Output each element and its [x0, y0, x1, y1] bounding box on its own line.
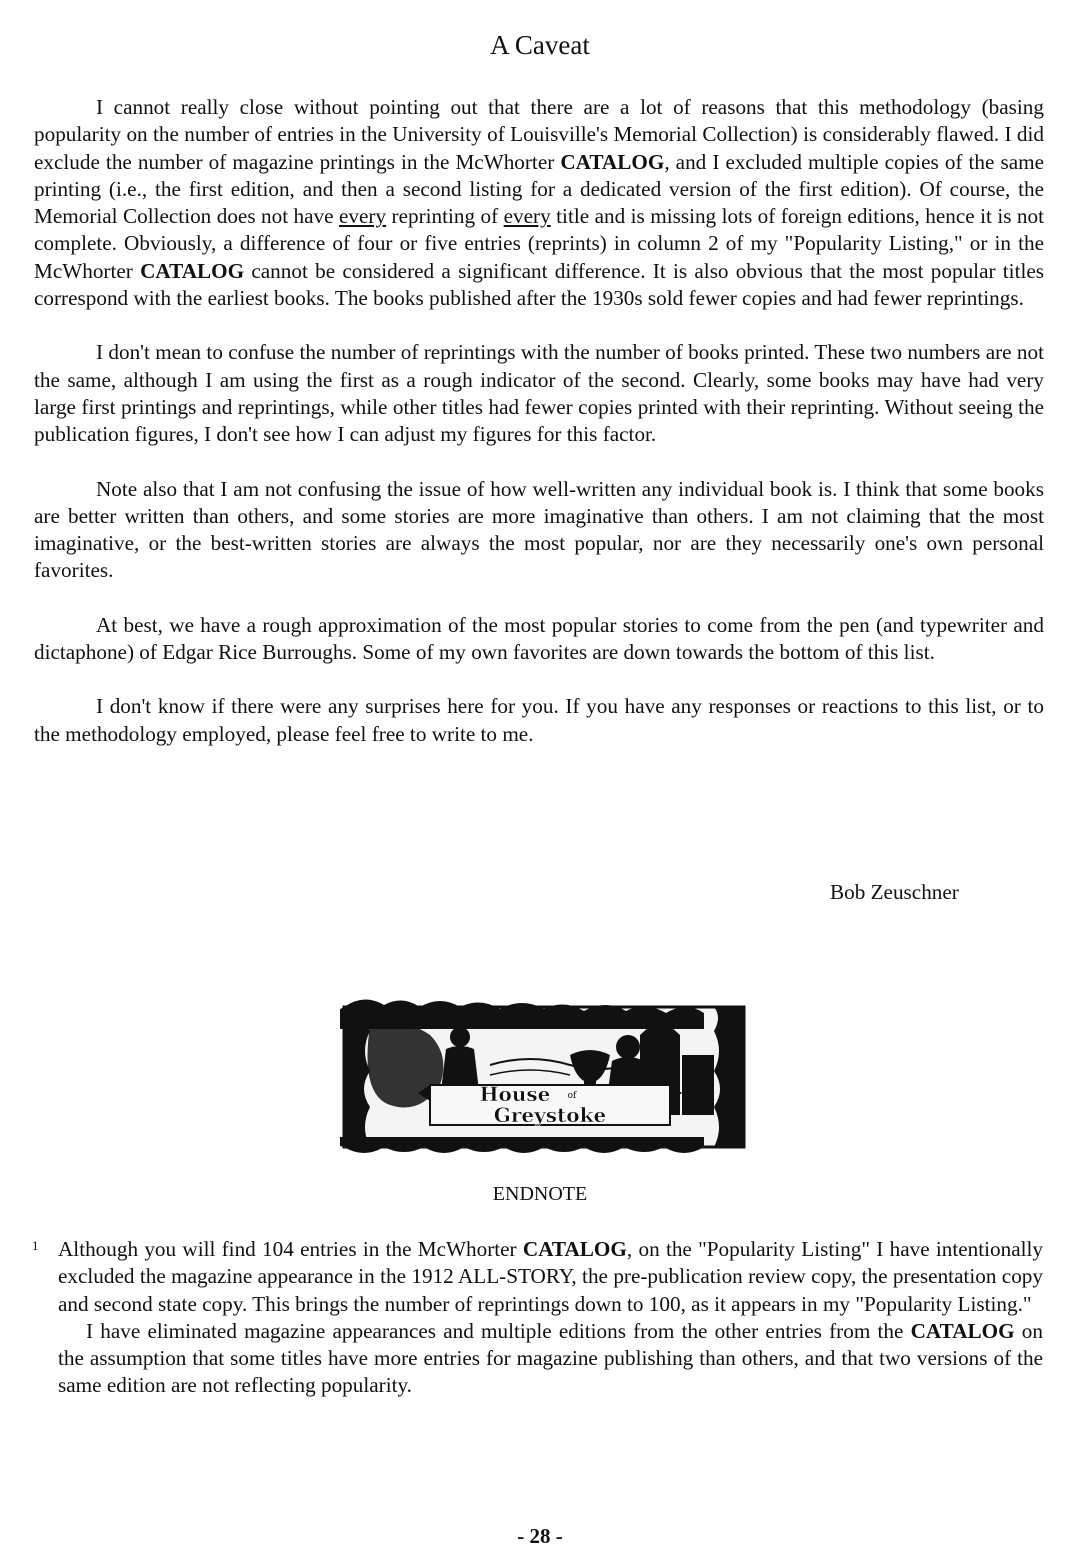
endnote-paragraph-1	[58, 1236, 1043, 1318]
paragraph-1-text-a: I cannot really close without pointing out that there are a lot of reasons that this methodology (basing popularity on the number of entries in the University of Louisville's Memorial Collection) is considerably flawed. I did exclude the number of magazine printings in the McWhorter	[34, 95, 1044, 174]
house-of-greystoke-logo	[340, 995, 750, 1155]
endnote-p2-text-a: I have eliminated magazine appearances and multiple editions from the other entries from the	[86, 1318, 911, 1343]
logo-line-2: of	[567, 1091, 577, 1101]
endnote-body	[58, 1236, 1043, 1400]
endnote-p1-text-a: Although you will find 104 entries in the McWhorter	[58, 1237, 523, 1261]
logo-line-1: House	[479, 1082, 551, 1106]
catalog-term: CATALOG	[910, 1318, 1015, 1343]
catalog-term: CATALOG	[140, 258, 245, 283]
paragraph-1	[34, 94, 1044, 312]
paragraph-1-text-d: title and is missing lots of foreign editions, hence it is not complete. Obviously, a difference of four or five entries (reprints) in column 2 of my "Popularity Listing," or in the McWhorter	[34, 204, 1045, 283]
endnote-paragraph-2	[58, 1318, 1043, 1400]
paragraph-5: I don't know if there were any surprises here for you. If you have any responses or reactions to this list, or to the methodology employed, please feel free to write to me.	[34, 694, 1044, 746]
endnote-heading: ENDNOTE	[492, 1183, 588, 1205]
page-title: A Caveat	[490, 30, 590, 60]
paragraph-1-text-c: reprinting of	[386, 204, 504, 229]
underlined-every: every	[339, 204, 387, 229]
paragraph-1-text-e: cannot be considered a significant difference. It is also obvious that the most popular titles correspond with the earliest books. The books published after the 1930s sold fewer copies and had fewer reprintings.	[34, 258, 1044, 311]
endnote-marker: 1	[32, 1238, 39, 1253]
logo-line-3: Greystoke	[493, 1103, 607, 1127]
article-body	[34, 94, 1044, 775]
signature: Bob Zeuschner	[830, 880, 959, 904]
paragraph-1-text-b: , and I excluded multiple copies of the same printing (i.e., the first edition, and then a second listing for a dedicated version of the first edition). Of course, the Memorial Collection does not have	[34, 149, 1044, 229]
underlined-every: every	[503, 204, 551, 229]
paragraph-4: At best, we have a rough approximation of the most popular stories to come from the pen (and typewriter and dictaphone) of Edgar Rice Burroughs. Some of my own favorites are down towards the bottom of this list.	[34, 612, 1044, 665]
catalog-term: CATALOG	[560, 149, 665, 174]
endnote-p2-text-b: on the assumption that some titles have more entries for magazine publishing than others, and that two versions of the same edition are not reflecting popularity.	[58, 1318, 1043, 1398]
paragraph-2: I don't mean to confuse the number of reprintings with the number of books printed. These two numbers are not the same, although I am using the first as a rough indicator of the second. Clearly, some books may have had very large first printings and reprintings, while other titles had fewer copies printed with their reprinting. Without seeing the publication figures, I don't see how I can adjust my figures for this factor.	[34, 340, 1044, 447]
paragraph-3: Note also that I am not confusing the issue of how well-written any individual book is. I think that some books are better written than others, and some stories are more imaginative than others. I am not claiming that the most imaginative, or the best-written stories are always the most popular, nor are they necessarily one's own personal favorites.	[34, 476, 1044, 583]
endnote-p1-text-b: , on the "Popularity Listing" I have intentionally excluded the magazine appearance in the 1912 ALL-STORY, the pre-publication review copy, the presentation copy and second state copy. This brings the number of reprintings down to 100, as it appears in my "Popularity Listing."	[58, 1237, 1043, 1316]
page-number: - 28 -	[517, 1524, 563, 1548]
catalog-term: CATALOG	[522, 1237, 627, 1261]
